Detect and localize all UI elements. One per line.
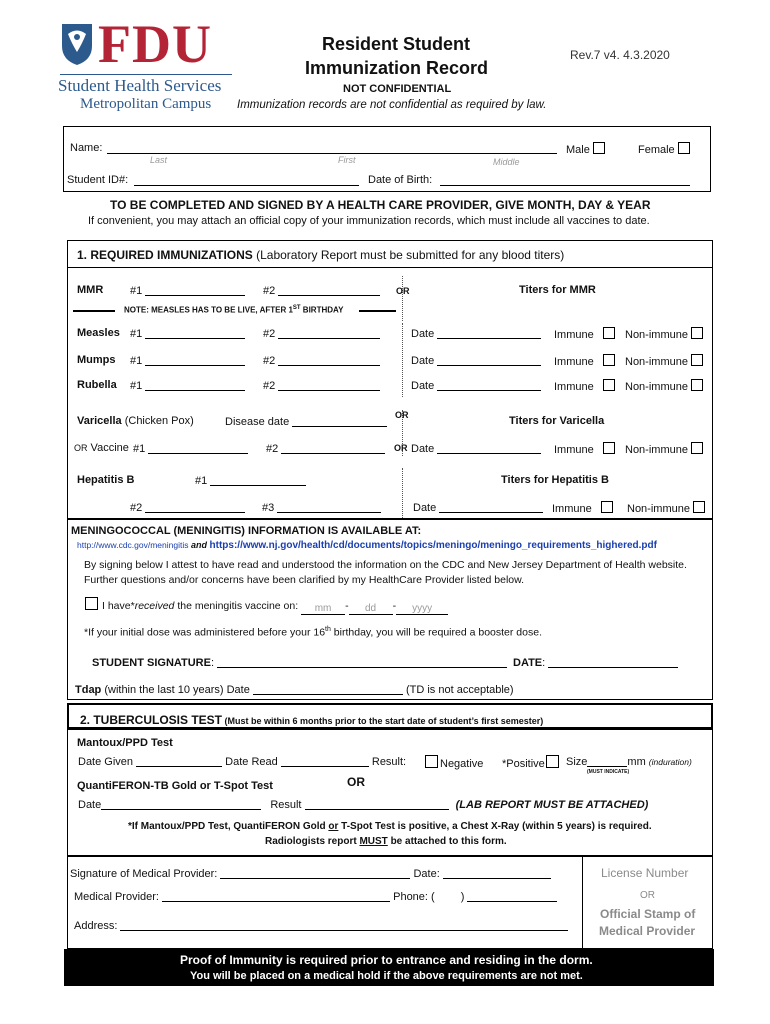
varicella-vaccine: OR Vaccine (74, 442, 129, 454)
rubella-titer-date-input[interactable] (437, 379, 541, 391)
titers-varicella: Titers for Varicella (509, 415, 605, 427)
cdc-link[interactable]: http://www.cdc.gov/meningitis (77, 540, 189, 550)
disease-date-label: Disease date (225, 416, 290, 428)
measles-titer-date-input[interactable] (437, 327, 541, 339)
provider-address-input[interactable] (120, 919, 568, 931)
male-checkbox[interactable] (593, 142, 605, 154)
rubella-dose2-input[interactable] (278, 379, 380, 391)
mumps-non-immune-checkbox[interactable] (691, 354, 703, 366)
footer-line1: Proof of Immunity is required prior to entrance and residing in the dorm. (180, 953, 593, 967)
measles-label: Measles (77, 327, 120, 339)
date-read-input[interactable] (281, 755, 369, 767)
tb-row2: Date Result (LAB REPORT MUST BE ATTACHED) (78, 799, 649, 811)
stamp-or: OR (640, 890, 655, 901)
stamp-line2: Medical Provider (599, 924, 696, 938)
measles-note: NOTE: MEASLES HAS TO BE LIVE, AFTER 1ST BIRTHDAY (124, 305, 344, 315)
hepb-dose3-input[interactable] (277, 501, 381, 513)
form-title-1: Resident Student (322, 34, 471, 54)
measles-dose1-input[interactable] (145, 327, 245, 339)
mmr-dose1: #1 (130, 284, 245, 297)
provider-name-input[interactable] (162, 890, 390, 902)
mmr-or: OR (396, 286, 410, 296)
form-title-2: Immunization Record (305, 58, 489, 78)
received-yyyy-input[interactable]: yyyy (396, 603, 448, 615)
dob-input[interactable] (440, 173, 690, 186)
hepb-immune-checkbox[interactable] (601, 501, 613, 513)
varicella-immune-checkbox[interactable] (603, 442, 615, 454)
mening-links: http://www.cdc.gov/meningitis and https://www.nj.gov/health/cd/documents/topics/meningo/meningo_requirements_highered.pdf (77, 540, 657, 551)
mmr-dose2-input[interactable] (278, 284, 380, 296)
middle-hint: Middle (493, 157, 520, 167)
varicella-dose2-input[interactable] (281, 442, 385, 454)
license-number: License Number (601, 866, 689, 880)
positive-option[interactable]: *Positive (502, 755, 559, 770)
mumps-titer-date-input[interactable] (437, 354, 541, 366)
hepb-titer-date-input[interactable] (439, 501, 543, 513)
last-hint: Last (150, 155, 168, 165)
tb-row1: Date Given Date Read Result: (78, 756, 407, 768)
fdu-shield-icon (60, 22, 94, 66)
name-input[interactable] (107, 141, 557, 154)
mumps-dose2-input[interactable] (278, 354, 380, 366)
attest-line1: By signing below I attest to have read and understood the information on the CDC and New Jersey Department of Health website. (84, 559, 687, 571)
varicella-disease-date-input[interactable] (292, 415, 387, 427)
male-label: Male (566, 144, 590, 156)
instructions-heading: TO BE COMPLETED AND SIGNED BY A HEALTH CARE PROVIDER, GIVE MONTH, DAY & YEAR (110, 198, 651, 212)
varicella-dose1-input[interactable] (148, 442, 248, 454)
negative-checkbox[interactable] (425, 755, 438, 768)
revision: Rev.7 v4. 4.3.2020 (570, 48, 670, 62)
provider-phone-input[interactable] (467, 890, 557, 902)
hepb-label: Hepatitis B (77, 474, 135, 486)
measles-non-immune-checkbox[interactable] (691, 327, 703, 339)
measles-dose2-input[interactable] (278, 327, 380, 339)
male-option[interactable] (566, 142, 605, 156)
mmr-label: MMR (77, 284, 104, 296)
provider-sig-row: Signature of Medical Provider: Date: (70, 867, 551, 880)
provider-name-row: Medical Provider: Phone: ( ) (74, 890, 557, 903)
mumps-immune-checkbox[interactable] (603, 354, 615, 366)
received-dd-input[interactable]: dd (349, 603, 393, 615)
footer-line2: You will be placed on a medical hold if the above requirements are not met. (190, 970, 583, 982)
name-label: Name: (70, 142, 103, 154)
fdu-logo-text: FDU (98, 14, 212, 74)
tdap-row: Tdap (within the last 10 years) Date (TD is not acceptable) (75, 684, 514, 696)
mantoux-label: Mantoux/PPD Test (77, 737, 173, 749)
rubella-dose1-input[interactable] (145, 379, 245, 391)
mmr-dose2: #2 (263, 284, 380, 297)
hepb-or: OR (394, 443, 408, 453)
rubella-immune-checkbox[interactable] (603, 379, 615, 391)
tb-or: OR (347, 775, 365, 789)
female-label: Female (638, 144, 675, 156)
student-id-label: Student ID#: (67, 174, 129, 186)
female-checkbox[interactable] (678, 142, 690, 154)
provider-address-row: Address: (74, 919, 568, 932)
logo-line1: Student Health Services (58, 76, 222, 95)
logo-line2: Metropolitan Campus (80, 96, 212, 112)
mmr-dose1-input[interactable] (145, 284, 245, 296)
xray-note: *If Mantoux/PPD Test, QuantiFERON Gold or T-Spot Test is positive, a Chest X-Ray (within 5 years) is required. (128, 821, 652, 832)
attest-line2: Further questions and/or concerns have been clarified by my HealthCare Provider listed below. (84, 574, 525, 586)
positive-checkbox[interactable] (546, 755, 559, 768)
fdu-logo (58, 14, 238, 114)
received-mm-input[interactable]: mm (301, 603, 345, 615)
provider-date-input[interactable] (443, 867, 551, 879)
dob-label: Date of Birth: (368, 174, 433, 186)
measles-immune-checkbox[interactable] (603, 327, 615, 339)
student-signature-input[interactable] (217, 656, 507, 668)
varicella-label: Varicella (Chicken Pox) (77, 415, 194, 427)
titers-mmr: Titers for MMR (519, 284, 596, 296)
student-date-input[interactable] (548, 656, 678, 668)
varicella-non-immune-checkbox[interactable] (691, 442, 703, 454)
not-confidential: NOT CONFIDENTIAL (343, 83, 452, 95)
student-signature-row: STUDENT SIGNATURE: (92, 656, 507, 669)
hepb-dose1-input[interactable] (210, 474, 306, 486)
student-id-input[interactable] (134, 173, 359, 186)
instructions-sub: If convenient, you may attach an official copy of your immunization records, which must include all vaccines to date. (88, 215, 650, 227)
size-row: Size mm (induration) (566, 756, 692, 768)
rubella-non-immune-checkbox[interactable] (691, 379, 703, 391)
nj-link[interactable]: https://www.nj.gov/health/cd/documents/topics/meningo/meningo_requirements_highered.pdf (209, 540, 657, 551)
negative-option[interactable]: Negative (425, 755, 483, 770)
varicella-titer-date-input[interactable] (437, 442, 541, 454)
section1-title (77, 248, 564, 262)
rubella-label: Rubella (77, 379, 117, 391)
confidential-note: Immunization records are not confidential as required by law. (237, 99, 547, 111)
hepb-non-immune-checkbox[interactable] (693, 501, 705, 513)
quanti-label: QuantiFERON-TB Gold or T-Spot Test (77, 780, 273, 792)
received-row: I have*received the meningitis vaccine on: mm - dd - yyyy (85, 597, 448, 615)
received-checkbox[interactable] (85, 597, 98, 610)
stamp-line1: Official Stamp of (600, 907, 696, 921)
size-input[interactable] (587, 755, 627, 767)
section1-title-rest: (Laboratory Report must be submitted for any blood titers) (252, 248, 565, 262)
provider-signature-input[interactable] (220, 867, 410, 879)
titers-hepb: Titers for Hepatitis B (501, 474, 609, 486)
must-indicate: (MUST INDICATE) (587, 769, 630, 775)
varicella-or: OR (395, 410, 409, 420)
booster-note: *If your initial dose was administered before your 16th birthday, you will be required a booster dose. (84, 626, 542, 639)
mening-title: MENINGOCOCCAL (MENINGITIS) INFORMATION IS AVAILABLE AT: (71, 525, 422, 537)
tdap-date-input[interactable] (253, 683, 403, 695)
radiology-note: Radiologists report MUST be attached to this form. (265, 836, 507, 847)
hepb-dose2-input[interactable] (145, 501, 245, 513)
female-option[interactable] (638, 142, 690, 156)
quanti-result-input[interactable] (305, 798, 449, 810)
section1-title-bold: 1. REQUIRED IMMUNIZATIONS (77, 248, 253, 262)
mumps-dose1-input[interactable] (145, 354, 245, 366)
student-date-row: DATE: (513, 656, 678, 669)
quanti-date-input[interactable] (101, 798, 261, 810)
section2-title: 2. TUBERCULOSIS TEST (Must be within 6 months prior to the start date of student’s first semester) (80, 713, 544, 727)
first-hint: First (338, 155, 356, 165)
date-given-input[interactable] (136, 755, 222, 767)
mumps-label: Mumps (77, 354, 116, 366)
